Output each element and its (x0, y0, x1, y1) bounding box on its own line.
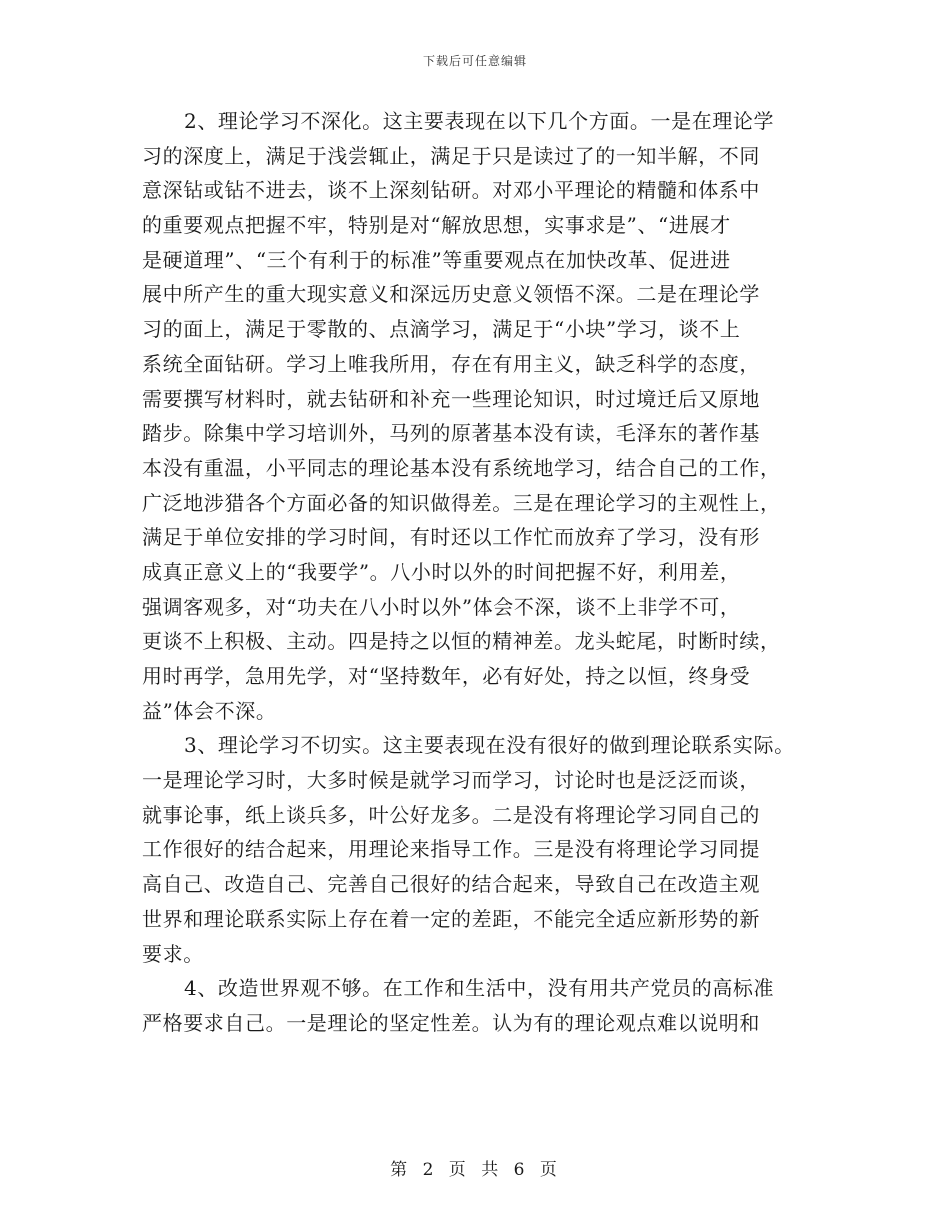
text-line: 习的深度上，满足于浅尝辄止，满足于只是读过了的一知半解，不同 (142, 143, 760, 168)
text-line: 4、改造世界观不够。在工作和生活中，没有用共产党员的高标准 (184, 976, 775, 1001)
text-line: 需要撰写材料时，就去钻研和补充一些理论知识，时过境迁后又原地 (142, 386, 760, 411)
text-line: 踏步。除集中学习培训外，马列的原著基本没有读，毛泽东的著作基 (142, 421, 760, 446)
text-line: 2、理论学习不深化。这主要表现在以下几个方面。一是在理论学 (184, 109, 775, 133)
text-line: 展中所产生的重大现实意义和深远历史意义领悟不深。二是在理论学 (142, 282, 760, 307)
text-line: 就事论事，纸上谈兵多，叶公好龙多。二是没有将理论学习同自己的 (142, 802, 760, 827)
text-line: 强调客观多，对“功夫在八小时以外”体会不深，谈不上非学不可， (142, 594, 741, 619)
text-line: 3、理论学习不切实。这主要表现在没有很好的做到理论联系实际。 (184, 733, 795, 758)
text-line: 严格要求自己。一是理论的坚定性差。认为有的理论观点难以说明和 (142, 1010, 760, 1035)
text-line: 的重要观点把握不牢，特别是对“解放思想，实事求是”、“进展才 (142, 213, 731, 238)
paragraph-2 (142, 104, 812, 728)
text-line: 系统全面钻研。学习上唯我所用，存在有用主义，缺乏科学的态度， (142, 351, 760, 376)
text-line: 广泛地涉猎各个方面必备的知识做得差。三是在理论学习的主观性上， (142, 490, 781, 515)
page-header: 下载后可任意编辑 (422, 54, 527, 68)
text-line: 意深钻或钻不进去，谈不上深刻钻研。对邓小平理论的精髓和体系中 (142, 178, 760, 203)
text-line: 一是理论学习时，大多时候是就学习而学习，讨论时也是泛泛而谈， (142, 768, 760, 793)
page-footer: 第 2 页 共 6 页 (390, 1160, 560, 1180)
document-body (142, 104, 812, 1041)
text-line: 更谈不上积极、主动。四是持之以恒的精神差。龙头蛇尾，时断时续， (142, 629, 781, 654)
paragraph-4 (142, 971, 812, 1040)
text-line: 世界和理论联系实际上存在着一定的差距，不能完全适应新形势的新 (142, 906, 760, 931)
text-line: 成真正意义上的“我要学”。八小时以外的时间把握不好，利用差， (142, 559, 741, 584)
text-line: 用时再学，急用先学，对“坚持数年，必有好处，持之以恒，终身受 (142, 664, 751, 688)
text-line: 本没有重温，小平同志的理论基本没有系统地学习，结合自己的工作， (142, 455, 781, 480)
text-line: 满足于单位安排的学习时间，有时还以工作忙而放弃了学习，没有形 (142, 525, 760, 550)
text-line: 要求。 (142, 941, 204, 966)
text-line: 益”体会不深。 (142, 698, 277, 723)
text-line: 习的面上，满足于零散的、点滴学习，满足于“小块”学习，谈不上 (142, 317, 741, 342)
text-line: 是硬道理”、“三个有利于的标准”等重要观点在加快改革、促进进 (142, 247, 731, 272)
paragraph-3 (142, 728, 812, 971)
text-line: 工作很好的结合起来，用理论来指导工作。三是没有将理论学习同提 (142, 837, 760, 862)
text-line: 高自己、改造自己、完善自己很好的结合起来，导致自己在改造主观 (142, 872, 760, 897)
